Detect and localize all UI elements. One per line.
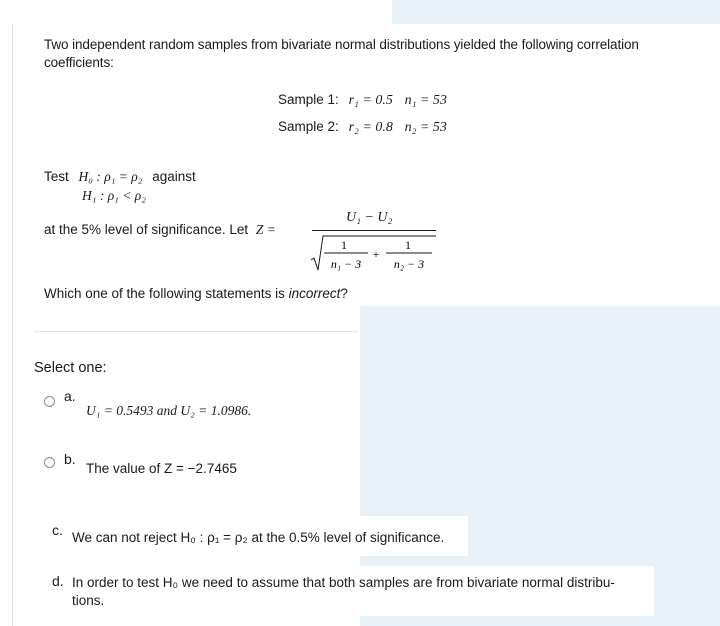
prompt-emphasis: incorrect xyxy=(288,286,341,301)
sample-2-r: r₂ = 0.8 xyxy=(348,120,393,135)
question-intro xyxy=(44,36,709,72)
den-term1-den: n₁ − 3 xyxy=(330,257,362,271)
alternative-hypothesis: H₁ : ρ₁ < ρ₂ xyxy=(82,188,146,203)
z-symbol: Z = xyxy=(255,222,276,237)
z-denominator-radical xyxy=(310,232,436,272)
significance-line xyxy=(44,222,276,238)
sample-1-row xyxy=(278,92,447,109)
option-d-letter: d. xyxy=(52,573,64,589)
z-numerator: U₁ − U₂ xyxy=(346,210,393,225)
option-a-letter: a. xyxy=(64,388,76,404)
option-c-text: We can not reject H₀ : ρ₁ = ρ₂ at the 0.5% level of significance. xyxy=(72,530,445,545)
hypothesis-h0-line xyxy=(44,169,196,185)
option-a-radio[interactable] xyxy=(44,396,55,407)
option-d-text xyxy=(72,574,652,610)
sample-1-label: Sample 1: xyxy=(278,92,339,107)
option-b-radio[interactable] xyxy=(44,457,55,468)
prompt-end: ? xyxy=(340,286,348,301)
select-one-label: Select one: xyxy=(34,360,107,376)
section-divider xyxy=(34,331,358,332)
against-word: against xyxy=(152,169,196,184)
left-border xyxy=(12,24,13,626)
question-prompt xyxy=(44,286,348,301)
prompt-start: Which one of the following statements is xyxy=(44,286,285,301)
top-right-panel xyxy=(392,0,720,24)
option-c-letter: c. xyxy=(52,522,63,538)
sample-2-row xyxy=(278,119,447,136)
option-d-text-line2: tions. xyxy=(72,593,105,608)
z-formula xyxy=(310,210,438,274)
z-fraction-bar xyxy=(312,230,436,231)
den-term2-num: 1 xyxy=(405,238,411,252)
option-a-text: U₁ = 0.5493 and U₂ = 1.0986. xyxy=(86,403,252,418)
sample-2-label: Sample 2: xyxy=(278,119,339,134)
test-word: Test xyxy=(44,169,69,184)
sample-1-r: r₁ = 0.5 xyxy=(348,93,393,108)
den-term1-num: 1 xyxy=(341,238,347,252)
question-intro-text: Two independent random samples from bivariate normal distributions yielded the following correlation coefficients: xyxy=(44,37,639,70)
den-plus: + xyxy=(372,247,380,261)
option-b-letter: b. xyxy=(64,451,76,467)
sample-2-n: n₂ = 53 xyxy=(404,120,447,135)
null-hypothesis: H₀ : ρ₁ = ρ₂ xyxy=(78,169,143,184)
sample-1-n: n₁ = 53 xyxy=(404,93,447,108)
option-d-text-line1: In order to test H₀ we need to assume that both samples are from bivariate normal distribu- xyxy=(72,575,615,590)
significance-text: at the 5% level of significance. Let xyxy=(44,222,249,237)
den-term2-den: n₂ − 3 xyxy=(393,257,425,271)
option-b-text: The value of Z = −2.7465 xyxy=(86,461,237,476)
